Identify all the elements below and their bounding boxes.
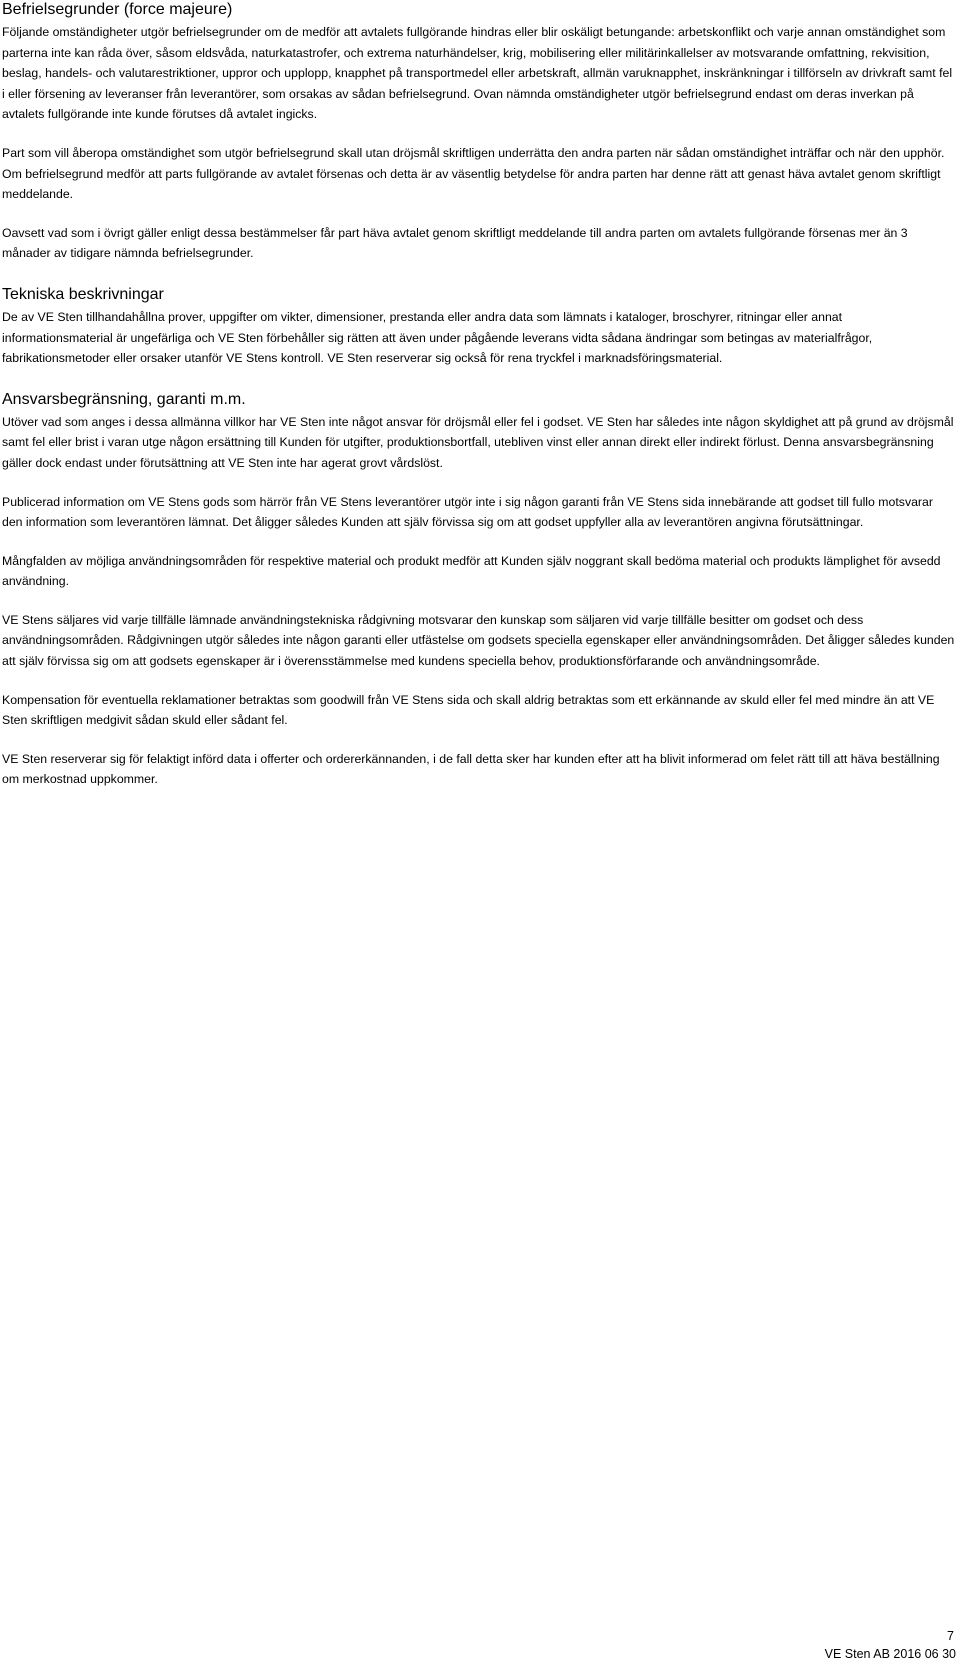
paragraph: VE Sten reserverar sig för felaktigt införd data i offerter och ordererkännanden, i de fall detta sker har kunden efter att ha blivit informerad om felet rätt till att häva beställning om merkostnad uppkommer.: [2, 751, 940, 787]
paragraph: VE Stens säljares vid varje tillfälle lämnade användningstekniska rådgivning motsvarar den kunskap som säljaren vid varje tillfälle besitter om godset och dess användningsområden. Rådgivningen utgör således inte någon garanti eller utfästelse om godsets speciella egenskaper eller användningsområden. Det åligger således kunden att själv förvissa sig om att godsets egenskaper är i överensstämmelse med kundens speciella behov, produktionsförfarande och användningsområde.: [2, 612, 955, 669]
section-heading-technical: Tekniska beskrivningar: [2, 285, 164, 303]
paragraph: Utöver vad som anges i dessa allmänna villkor har VE Sten inte något ansvar för dröjsmål eller fel i godset. VE Sten har således inte någon skyldighet att på grund av dröjsmål samt fel eller brist i varan utge någon ersättning till Kunden för utgifter, produktionsbortfall, utebliven vinst eller annan direkt eller indirekt förlust. Denna ansvarsbegränsning gäller dock endast under förutsättning att VE Sten inte har agerat grovt vårdslöst.: [2, 414, 954, 470]
paragraph: Oavsett vad som i övrigt gäller enligt dessa bestämmelser får part häva avtalet genom skriftligt meddelande till andra parten om avtalets fullgörande försenas mer än 3 månader av tidigare nämnda befrielsegrunder.: [2, 225, 908, 261]
section-heading-force-majeure: Befrielsegrunder (force majeure): [2, 1, 233, 18]
paragraph: Mångfalden av möjliga användningsområden för respektive material och produkt medför att Kunden själv noggrant skall bedöma material och produkts lämplighet för avsedd användning.: [2, 553, 941, 589]
paragraph: Publicerad information om VE Stens gods som härrör från VE Stens leverantörer utgör inte i sig någon garanti från VE Stens sida innebärande att godset till fullo motsvarar den information som leverantören lämnat. Det åligger således Kunden att själv förvissa sig om att godset uppfyller alla av leverantören angivna förutsättningar.: [2, 494, 933, 530]
paragraph: Följande omständigheter utgör befrielsegrunder om de medför att avtalets fullgörande hindras eller blir oskäligt betungande: arbetskonflikt och varje annan omständighet som parterna inte kan råda över, såsom eldsvåda, naturkatastrofer, och extrema naturhändelser, krig, mobilisering eller militärinkallelser av motsvarande omfattning, rekvisition, beslag, handels- och valutarestriktioner, uppror och upplopp, knapphet på transportmedel eller arbetskraft, allmän varuknapphet, inskränkningar i tillförseln av drivkraft samt fel i eller försening av leveranser från leverantörer, som orsakas av sådan befrielsegrund. Ovan nämnda omständigheter utgör befrielsegrund endast om deras inverkan på avtalets fullgörande inte kunde förutses då avtalet ingicks.: [2, 25, 953, 122]
page-number: 7: [947, 1629, 954, 1643]
section-heading-liability: Ansvarsbegränsning, garanti m.m.: [2, 390, 246, 408]
document-page: [2, 0, 956, 790]
paragraph: Kompensation för eventuella reklamationer betraktas som goodwill från VE Stens sida och skall aldrig betraktas som ett erkännande av skuld eller fel med mindre än att VE Sten skriftligen medgivit sådan skuld eller sådant fel.: [2, 692, 935, 728]
paragraph: Part som vill åberopa omständighet som utgör befrielsegrund skall utan dröjsmål skriftligen underrätta den andra parten när sådan omständighet inträffar och när den upphör. Om befrielsegrund medför att parts fullgörande av avtalet försenas och detta är av väsentlig betydelse för andra parten har denne rätt att genast häva avtalet genom skriftligt meddelande.: [2, 145, 945, 202]
footer-note: VE Sten AB 2016 06 30: [824, 1647, 956, 1661]
paragraph: De av VE Sten tillhandahållna prover, uppgifter om vikter, dimensioner, prestanda eller andra data som lämnats i kataloger, broschyrer, ritningar eller annat informationsmaterial är ungefärliga och VE Sten förbehåller sig rätten att även under pågående leverans vidta sådana ändringar som betingas av materialfrågor, fabrikationsmetoder eller orsaker utanför VE Stens kontroll. VE Sten reserverar sig också för rena tryckfel i marknadsföringsmaterial.: [2, 309, 873, 366]
